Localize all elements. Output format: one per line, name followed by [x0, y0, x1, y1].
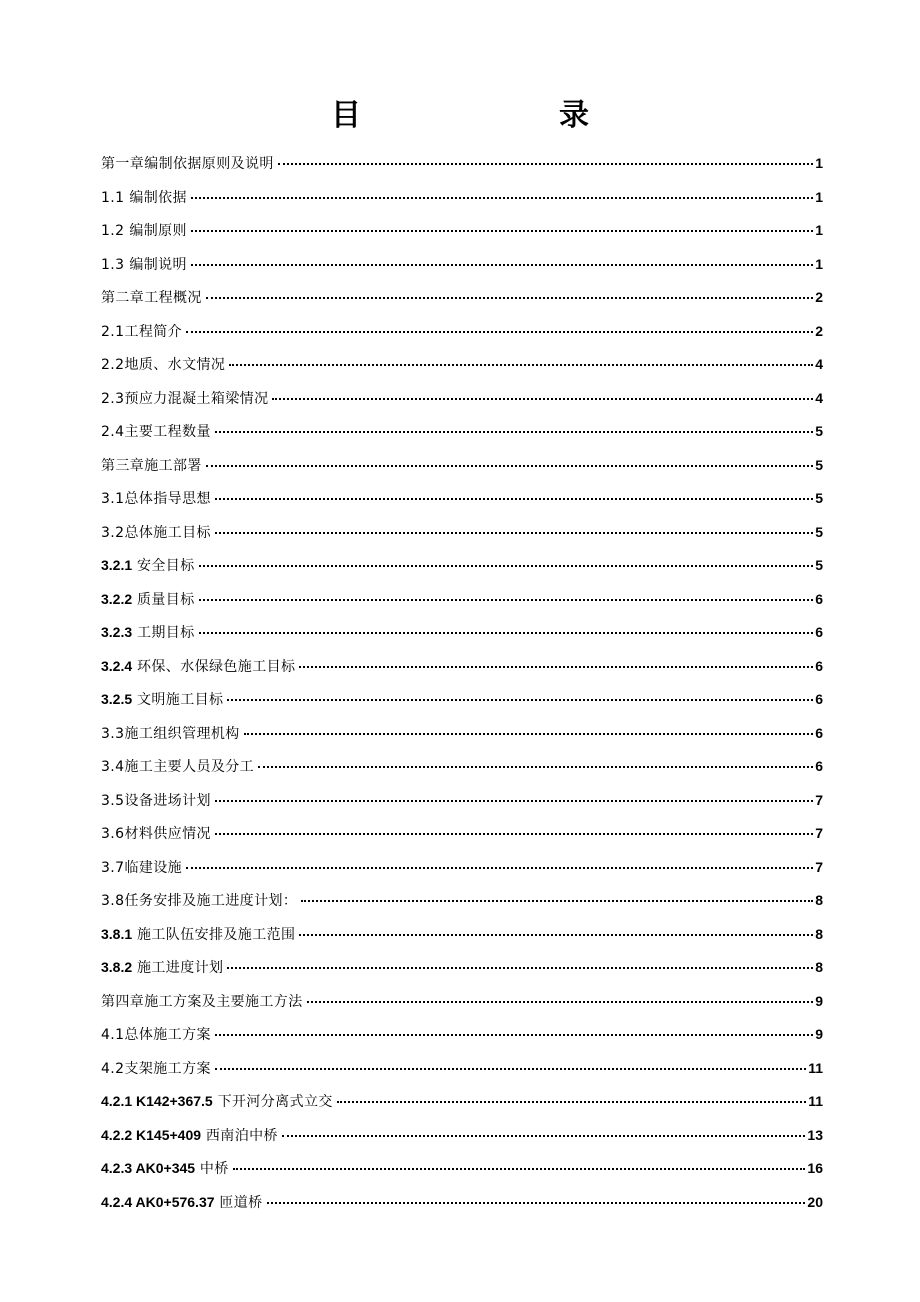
toc-entry-label: [101, 991, 303, 1013]
dot-leader: [227, 953, 813, 969]
toc-entry-page-number: 5: [815, 557, 823, 573]
toc-entry[interactable]: [101, 554, 823, 588]
toc-entry-page-number: 6: [815, 758, 823, 774]
toc-entry-text: 4.2支架施工方案: [101, 1060, 211, 1077]
toc-entry-page-number: 4: [815, 356, 823, 372]
toc-entry-label: [101, 688, 223, 711]
toc-entry-text: 2.4主要工程数量: [101, 424, 211, 440]
toc-entry-page-number: 8: [815, 925, 823, 942]
toc-entry[interactable]: [101, 219, 823, 253]
toc-entry-text: 3.4施工主要人员及分工: [101, 759, 255, 775]
toc-entry-label: [101, 388, 268, 410]
toc-entry-text: 下开河分离式立交: [217, 1094, 333, 1110]
dot-leader: [215, 417, 813, 433]
toc-entry-label: [101, 1157, 229, 1180]
toc-entry-page-number: 7: [815, 791, 823, 808]
toc-entry[interactable]: [101, 621, 823, 655]
toc-entry-label: [101, 1124, 278, 1147]
toc-entry-page-number: 16: [807, 1160, 823, 1176]
toc-entry-label: [101, 923, 295, 946]
dot-leader: [186, 853, 813, 869]
toc-entry-text: 质量目标: [137, 591, 195, 608]
toc-entry-text: 中桥: [199, 1161, 229, 1177]
toc-entry-label: [101, 723, 240, 745]
toc-entry-page-number: 7: [815, 858, 823, 875]
toc-entry-text: 第四章施工方案及主要施工方法: [101, 993, 303, 1010]
toc-entry-label: [101, 790, 211, 812]
toc-entry-page-number: 11: [808, 1059, 823, 1076]
toc-entry-text: 3.6材料供应情况: [101, 826, 211, 842]
toc-list: [101, 152, 823, 1224]
dot-leader: [267, 1188, 806, 1204]
toc-entry-label: [101, 187, 187, 209]
toc-entry[interactable]: [101, 956, 823, 990]
toc-entry-page-number: 1: [815, 222, 823, 238]
dot-leader: [186, 317, 813, 333]
toc-entry-page-number: 7: [815, 825, 823, 841]
dot-leader: [215, 518, 813, 534]
toc-entry-text: 4.1总体施工方案: [101, 1027, 211, 1043]
toc-entry-number: 3.8.1: [101, 925, 133, 942]
dot-leader: [206, 451, 813, 467]
toc-entry-page-number: 6: [815, 691, 823, 707]
toc-entry-label: [101, 254, 187, 276]
toc-entry-text: 第三章施工部署: [101, 457, 202, 474]
dot-leader: [191, 250, 813, 266]
toc-entry-label: [101, 153, 274, 175]
toc-entry-page-number: 5: [815, 523, 823, 540]
toc-entry-label: [101, 421, 211, 443]
dot-leader: [229, 350, 813, 366]
toc-entry-page-number: 5: [815, 490, 823, 506]
toc-entry[interactable]: [101, 286, 823, 320]
dot-leader: [215, 1054, 806, 1070]
toc-entry-text: 第一章编制依据原则及说明: [101, 156, 274, 172]
toc-entry-label: [101, 488, 211, 510]
toc-entry[interactable]: [101, 655, 823, 689]
toc-entry[interactable]: [101, 1057, 823, 1091]
toc-entry-page-number: 13: [807, 1126, 823, 1143]
toc-entry[interactable]: [101, 1023, 823, 1057]
toc-entry-text: 文明施工目标: [137, 692, 224, 708]
toc-entry-label: [101, 823, 211, 845]
toc-entry-number: 3.2.5: [101, 691, 133, 707]
dot-leader: [337, 1087, 806, 1103]
dot-leader: [258, 752, 813, 768]
toc-entry[interactable]: [101, 387, 823, 421]
toc-entry[interactable]: [101, 487, 823, 521]
toc-entry-number: 3.2.3: [101, 624, 133, 640]
dot-leader: [227, 685, 813, 701]
toc-entry[interactable]: [101, 420, 823, 454]
toc-entry[interactable]: [101, 588, 823, 622]
toc-entry-text: 施工队伍安排及施工范围: [137, 926, 296, 943]
toc-entry[interactable]: [101, 923, 823, 957]
dot-leader: [191, 183, 813, 199]
toc-entry[interactable]: [101, 1124, 823, 1158]
toc-entry-page-number: 9: [815, 1026, 823, 1042]
toc-entry-text: 3.1总体指导思想: [101, 491, 211, 507]
toc-entry-label: [101, 321, 182, 343]
toc-entry[interactable]: [101, 789, 823, 823]
toc-entry-text: 3.8任务安排及施工进度计划：: [101, 893, 298, 909]
dot-leader: [206, 283, 813, 299]
toc-entry-label: [101, 522, 211, 544]
toc-entry-page-number: 6: [815, 724, 823, 741]
toc-entry-label: [101, 756, 254, 778]
toc-entry-text: 2.1工程简介: [101, 323, 183, 340]
toc-entry-page-number: 1: [815, 188, 823, 205]
toc-entry-page-number: 4: [815, 389, 823, 406]
toc-entry-page-number: 6: [815, 657, 823, 674]
toc-entry[interactable]: [101, 990, 823, 1024]
toc-entry-text: 2.3预应力混凝土箱梁情况: [101, 390, 269, 407]
toc-entry[interactable]: [101, 521, 823, 555]
dot-leader: [244, 719, 814, 735]
toc-entry[interactable]: [101, 889, 823, 923]
toc-entry[interactable]: [101, 454, 823, 488]
toc-entry-number: 3.2.1: [101, 557, 133, 573]
toc-entry-text: 第二章工程概况: [101, 290, 202, 306]
toc-entry[interactable]: [101, 1157, 823, 1191]
toc-entry-text: 1.3 编制说明: [101, 256, 187, 273]
toc-entry-label: [101, 220, 187, 242]
toc-entry-text: 匝道桥: [219, 1194, 263, 1211]
toc-entry-text: 3.5设备进场计划: [101, 792, 211, 809]
dot-leader: [307, 987, 814, 1003]
dot-leader: [199, 551, 814, 567]
toc-entry-label: [101, 655, 295, 678]
dot-leader: [301, 886, 813, 902]
dot-leader: [215, 1020, 813, 1036]
toc-entry-label: [101, 621, 195, 644]
toc-entry-page-number: 11: [808, 1093, 823, 1109]
toc-entry[interactable]: [101, 688, 823, 722]
toc-entry[interactable]: [101, 722, 823, 756]
toc-entry[interactable]: [101, 822, 823, 856]
dot-leader: [233, 1154, 806, 1170]
dot-leader: [199, 618, 814, 634]
toc-entry-text: 2.2地质、水文情况: [101, 357, 226, 373]
toc-entry-page-number: 8: [815, 892, 823, 908]
toc-entry-label: [101, 890, 297, 912]
toc-entry-text: 3.3施工组织管理机构: [101, 725, 240, 742]
dot-leader: [215, 786, 813, 802]
toc-title: 目 录: [331, 98, 635, 133]
dot-leader: [278, 149, 813, 165]
toc-entry-number: 3.2.4: [101, 657, 133, 674]
toc-entry-number: 4.2.1 K142+367.5: [101, 1093, 213, 1109]
toc-entry-page-number: 9: [815, 992, 823, 1009]
toc-entry-text: 施工进度计划: [137, 960, 224, 976]
dot-leader: [299, 652, 813, 668]
toc-entry-number: 4.2.3 AK0+345: [101, 1160, 196, 1176]
toc-entry[interactable]: [101, 152, 823, 186]
toc-entry[interactable]: [101, 1191, 823, 1225]
dot-leader: [215, 819, 813, 835]
toc-entry-text: 安全目标: [137, 558, 195, 574]
dot-leader: [199, 585, 814, 601]
toc-entry-page-number: 1: [815, 155, 823, 171]
dot-leader: [272, 384, 813, 400]
toc-entry-page-number: 2: [815, 322, 823, 339]
toc-entry-text: 1.2 编制原则: [101, 223, 187, 239]
toc-entry-page-number: 1: [815, 255, 823, 272]
toc-entry[interactable]: [101, 755, 823, 789]
toc-entry-text: 1.1 编制依据: [101, 189, 187, 206]
toc-entry[interactable]: [101, 186, 823, 220]
toc-entry-page-number: 8: [815, 959, 823, 975]
toc-entry-number: 4.2.2 K145+409: [101, 1126, 202, 1143]
toc-entry-label: [101, 1191, 263, 1214]
dot-leader: [215, 484, 813, 500]
toc-entry-page-number: 5: [815, 456, 823, 473]
toc-entry-number: 3.2.2: [101, 590, 133, 607]
toc-entry-text: 环保、水保绿色施工目标: [137, 658, 296, 675]
toc-entry-number: 3.8.2: [101, 959, 133, 975]
dot-leader: [282, 1121, 806, 1137]
toc-entry-text: 西南泊中桥: [205, 1127, 278, 1144]
toc-entry-label: [101, 588, 195, 611]
toc-entry-label: [101, 554, 195, 577]
toc-entry-page-number: 2: [815, 289, 823, 305]
toc-entry-number: 4.2.4 AK0+576.37: [101, 1193, 215, 1210]
toc-entry-label: [101, 956, 223, 979]
toc-entry-label: [101, 1024, 211, 1046]
toc-entry-text: 3.7临建设施: [101, 859, 183, 876]
toc-entry-page-number: 6: [815, 624, 823, 640]
toc-entry-label: [101, 354, 225, 376]
dot-leader: [299, 920, 813, 936]
toc-entry-text: 3.2总体施工目标: [101, 524, 211, 541]
toc-entry[interactable]: [101, 253, 823, 287]
toc-entry-label: [101, 857, 182, 879]
toc-entry[interactable]: [101, 353, 823, 387]
toc-entry-label: [101, 455, 202, 477]
toc-entry[interactable]: [101, 856, 823, 890]
toc-entry-page-number: 5: [815, 423, 823, 439]
toc-entry-page-number: 20: [807, 1193, 823, 1210]
dot-leader: [191, 216, 813, 232]
toc-entry-label: [101, 1058, 211, 1080]
toc-entry[interactable]: [101, 320, 823, 354]
toc-entry[interactable]: [101, 1090, 823, 1124]
toc-entry-text: 工期目标: [137, 625, 195, 641]
toc-entry-label: [101, 287, 202, 309]
toc-entry-label: [101, 1090, 333, 1113]
toc-entry-page-number: 6: [815, 590, 823, 607]
